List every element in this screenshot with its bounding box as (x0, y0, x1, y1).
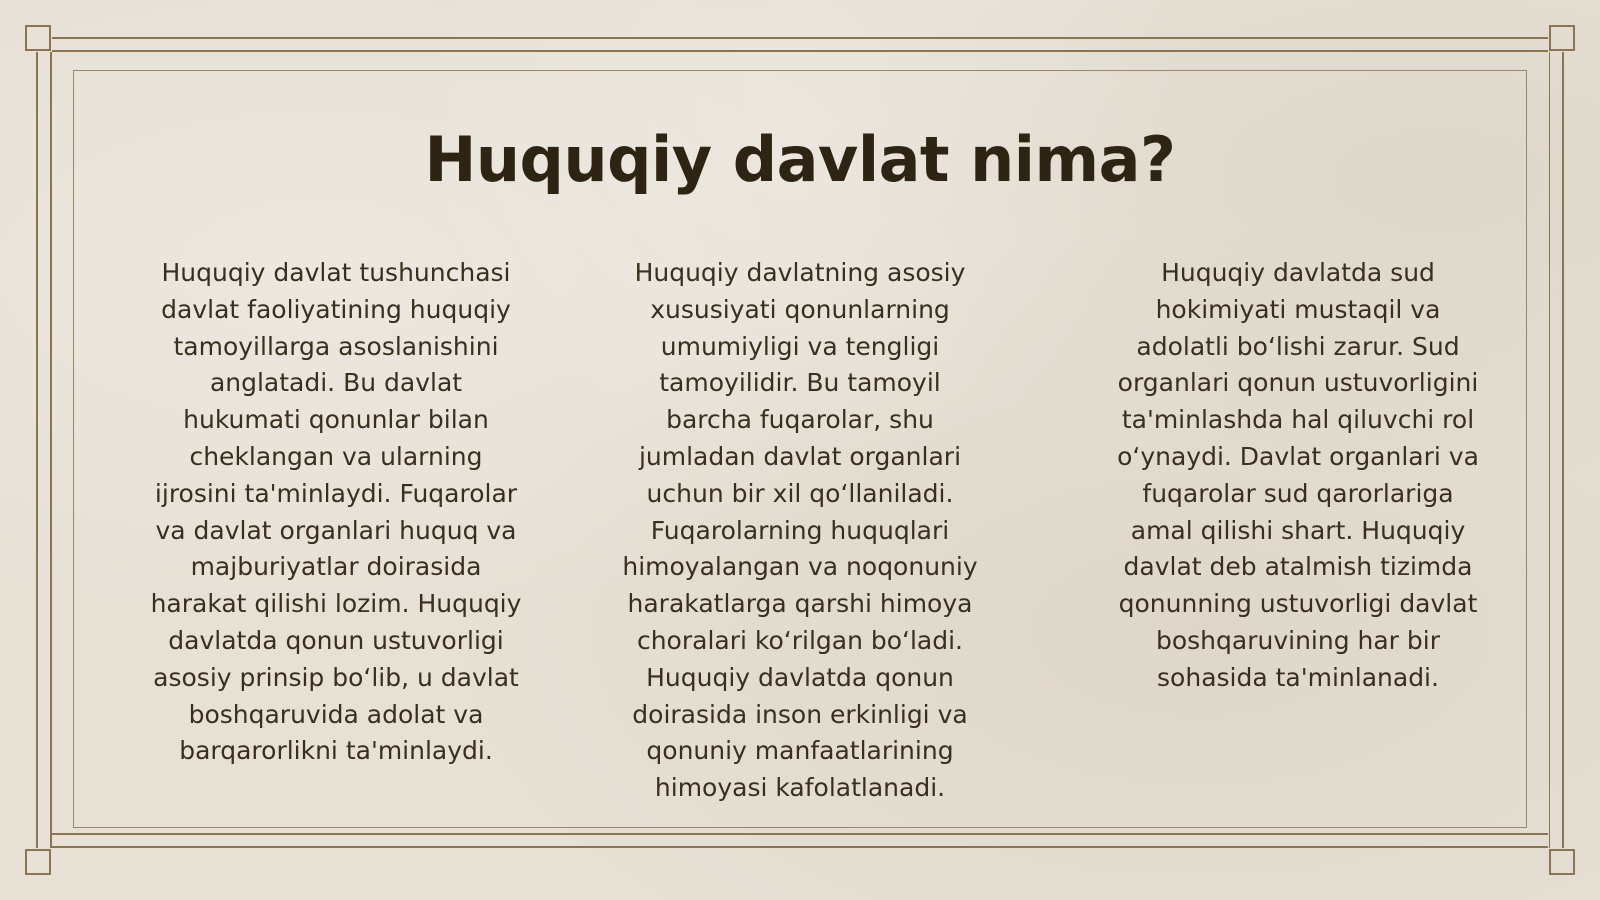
text-column-1: Huquqiy davlat tushunchasi davlat faoliyatining huquqiy tamoyillarga asoslanishini anglatadi. Bu davlat hukumati qonunlar bilan cheklangan va ularning ijrosini ta'minlaydi. Fuqarolar va davlat organlari huquq va majburiyatlar doirasida harakat qilishi lozim. Huquqiy davlatda qonun ustuvorligi asosiy prinsip boʻlib, u davlat boshqaruvida adolat va barqarorlikni ta'minlaydi. (150, 258, 522, 766)
text-column-2: Huquqiy davlatning asosiy xususiyati qonunlarning umumiyligi va tengligi tamoyilidir. Bu tamoyil barcha fuqarolar, shu jumladan davlat organlari uchun bir xil qoʻllaniladi. Fuqarolarning huquqlari himoyalangan va noqonuniy harakatlarga qarshi himoya choralari koʻrilgan boʻladi. Huquqiy davlatda qonun doirasida inson erkinligi va qonuniy manfaatlarining himoyasi kafolatlanadi. (622, 258, 978, 803)
slide-title: Huquqiy davlat nima? (424, 123, 1176, 196)
text-column-3: Huquqiy davlatda sud hokimiyati mustaqil va adolatli boʻlishi zarur. Sud organlari qonun ustuvorligini ta'minlashda hal qiluvchi rol oʻynaydi. Davlat organlari va fuqarolar sud qarorlariga amal qilishi shart. Huquqiy davlat deb atalmish tizimda qonunning ustuvorligi davlat boshqaruvining har bir sohasida ta'minlanadi. (1117, 258, 1479, 692)
frame-top-outer-line (52, 37, 1548, 39)
frame-bottom-outer-line (52, 846, 1548, 848)
frame-corner-square-bottom-left (25, 849, 51, 875)
frame-corner-square-top-left (25, 25, 51, 51)
frame-bottom-inner-line (52, 833, 1548, 835)
frame-corner-square-bottom-right (1549, 849, 1575, 875)
frame-top-inner-line (52, 50, 1548, 52)
frame-corner-square-top-right (1549, 25, 1575, 51)
